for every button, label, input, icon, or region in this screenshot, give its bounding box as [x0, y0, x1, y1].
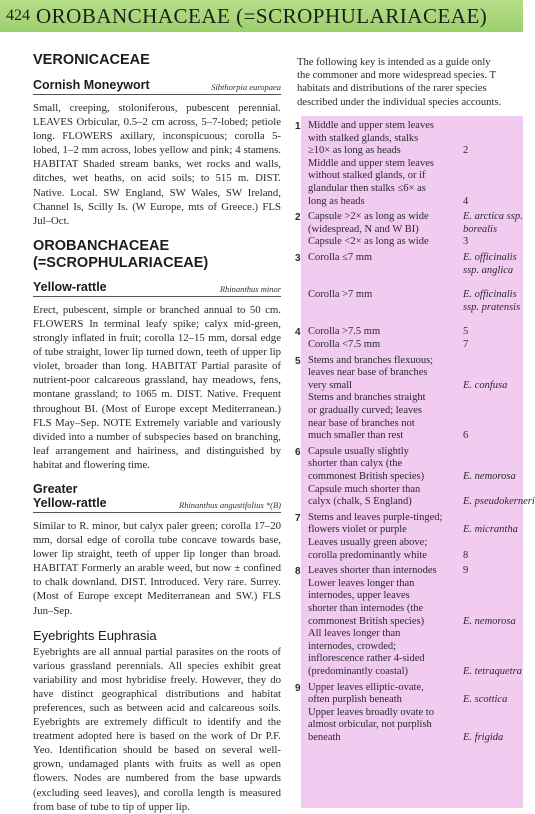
key-couplet-row: [295, 355, 523, 393]
key-couplet-row: [295, 158, 523, 208]
couplet-text-line: (widespread, N and W BI): [308, 223, 419, 235]
couplet-result: 8: [463, 549, 469, 561]
couplet-text-line: glandular then stalks ≤6× as: [308, 182, 426, 194]
couplet-text-line: near base of branches not: [308, 417, 415, 429]
couplet-result: E. nemorosa: [463, 470, 516, 482]
couplet-text-line: with stalked glands, stalks: [308, 132, 419, 144]
couplet-result: 3: [463, 236, 469, 248]
couplet-text-line: Capsule much shorter than: [308, 483, 421, 495]
couplet-text-line: long as heads: [308, 195, 365, 207]
couplet-result: E. officinalis: [463, 252, 517, 263]
species-name: Cornish Moneywort: [33, 78, 150, 92]
couplet-text-line: calyx (chalk, S England): [308, 496, 412, 508]
couplet-text-line: inflorescence rather 4-sided: [308, 653, 425, 665]
species-description: Similar to R. minor, but calyx paler green; corolla 17–20 mm, dorsal edge of corolla tube concave towards base, lower lip straight, teeth of upper lip longer than broad. HABITAT Formerly an arable weed, but now ± confined to chalk downland. DIST. Introduced. Very rare. Surrey. (Most of Europe except Mediterranean and SW.) FLS Jun–Sep.: [33, 519, 281, 617]
couplet-result: E. micrantha: [463, 524, 518, 536]
couplet-text-line: Corolla ≤7 mm: [308, 252, 373, 263]
couplet-result: ssp. pratensis: [463, 301, 521, 313]
couplet-text-line: ≥10× as long as heads: [308, 145, 401, 157]
couplet-text-line: Stems and leaves purple-tinged;: [308, 511, 443, 523]
key-couplet-row: [295, 326, 523, 351]
couplet-result: ssp. anglica: [463, 264, 514, 276]
couplet-text-line: Corolla <7.5 mm: [308, 338, 381, 350]
couplet-result: 7: [463, 338, 469, 350]
eyebrights-description: Eyebrights are all annual partial parasites on the roots of various grassland perennials. All species exhibit great variability and most hybridise freely. However, they do have distinct geographical distributions and habitat preferences, such as between acid and calcareous soils. Eyebrights are extremely difficult to identify and the treatment adopted here is based on the work of Dr P.F. Yeo. Identification should be based on several well-grown, undamaged plants with fruits as well as open flowers. Nodes are numbered from the base upwards (excluding seed leaves), and corolla length is measured from base of tube to tip of upper lip.: [33, 645, 281, 813]
couplet-text-line: Leaves shorter than internodes: [308, 565, 437, 577]
couplet-text-line: Middle and upper stem leaves: [308, 120, 434, 131]
couplet-text-line: internodes, upper leaves: [308, 590, 410, 602]
key-couplet-row: [295, 682, 523, 707]
couplet-result: 6: [463, 430, 469, 442]
couplet-text-line: Upper leaves elliptic-ovate,: [308, 681, 424, 693]
couplet-text-line: flowers violet or purple: [308, 524, 407, 536]
couplet-number: 1: [295, 121, 301, 132]
couplet-result: E. pseudokerneri: [463, 496, 535, 508]
species-name: Yellow-rattle: [33, 279, 107, 294]
couplet-text-line: Stems and branches flexuous;: [308, 354, 434, 366]
couplet-text-line: Stems and branches straight: [308, 392, 426, 404]
couplet-text-line: All leaves longer than: [308, 628, 401, 640]
couplet-text-line: beneath: [308, 731, 341, 743]
species-header-greater-yellow-rattle: [33, 482, 281, 513]
couplet-text-line: (predominantly coastal): [308, 665, 409, 677]
family-heading-scrophulariaceae: (=SCROPHULARIACEAE): [33, 254, 209, 271]
key-couplet-row: [295, 512, 523, 537]
couplet-number: 5: [295, 355, 301, 367]
couplet-text-line: very small: [308, 379, 353, 391]
couplet-result: 9: [463, 565, 469, 577]
couplet-number: 2: [295, 212, 301, 224]
couplet-text-line: Capsule <2× as long as wide: [308, 236, 429, 248]
species-description: Small, creeping, stoloniferous, pubescent perennial. LEAVES Orbicular, 0.5–2 cm across, 5–7-lobed; petiole long. FLOWERS axillary, inconspicuous; corolla 5-lobed, 1–2 mm across, lobes yellow and pink; 4 stamens. HABITAT Shaded stream banks, wet rocks and walls, ditches, wet heaths, on acid soils; to 515 m. DIST. Native. Local. SW England, SW Wales, SW Ireland, Channel Is, Scilly Is. (W Europe, mts of Greece.) FLS Jul–Oct.: [33, 102, 281, 227]
couplet-number: 8: [295, 566, 301, 578]
identification-key: [295, 120, 535, 808]
couplet-result: 5: [463, 326, 469, 338]
couplet-text-line: commonest British species): [308, 470, 425, 482]
couplet-text-line: internodes, crowded;: [308, 640, 397, 652]
eyebrights-heading: Eyebrights Euphrasia: [33, 627, 157, 643]
couplet-text-line: almost orbicular, not purplish: [308, 719, 432, 731]
couplet-text-line: often purplish beneath: [308, 694, 402, 706]
couplet-text-line: shorter than calyx (the: [308, 458, 403, 470]
key-intro: [297, 56, 523, 109]
key-couplet-row: [295, 236, 523, 249]
couplet-number: 7: [295, 512, 301, 524]
couplet-number: 4: [295, 327, 301, 339]
couplet-text-line: without stalked glands, or if: [308, 170, 426, 182]
key-couplet-row: [295, 628, 523, 678]
couplet-number: 9: [295, 682, 301, 694]
page-header: [0, 0, 523, 32]
key-couplet-row: [295, 537, 523, 562]
couplet-number: 6: [295, 446, 301, 458]
family-heading-veronicaceae: VERONICACEAE: [33, 52, 150, 68]
scientific-name: Sibthorpia europaea: [211, 82, 281, 92]
couplet-result: E. nemorosa: [463, 615, 516, 627]
species-header-yellow-rattle: [33, 280, 281, 297]
couplet-number: 3: [295, 253, 301, 264]
key-couplet-row: [295, 565, 523, 628]
intro-line: habitats and distributions of the rarer species: [297, 83, 487, 95]
key-couplet-row: [295, 446, 523, 484]
couplet-text-line: Leaves usually green above;: [308, 537, 428, 548]
page-title: OROBANCHACEAE (=SCROPHULARIACEAE): [36, 3, 488, 28]
couplet-text-line: Capsule >2× as long as wide: [308, 211, 429, 223]
key-couplet-row: [295, 211, 523, 236]
key-couplet-row: [295, 252, 523, 277]
couplet-result: E. tetraquetra: [463, 665, 522, 677]
couplet-text-line: Corolla >7.5 mm: [308, 326, 381, 338]
couplet-text-line: Upper leaves broadly ovate to: [308, 706, 434, 718]
species-header-cornish-moneywort: [33, 78, 281, 95]
couplet-text-line: Capsule usually slightly: [308, 445, 409, 457]
couplet-text-line: Corolla >7 mm: [308, 289, 373, 301]
couplet-result: 2: [463, 145, 469, 157]
couplet-text-line: leaves near base of branches: [308, 367, 428, 379]
couplet-text-line: or gradually curved; leaves: [308, 404, 422, 416]
couplet-text-line: commonest British species): [308, 615, 425, 627]
key-couplet-row: [295, 289, 523, 314]
species-description: Erect, pubescent, simple or branched annual to 50 cm. FLOWERS In terminal leafy spike; calyx mid-green, strongly inflated in fruit; corolla 12–15 mm, dorsal edge of tube straight, lower lip turned down, teeth of upper lip violet, broader than long. HABITAT Partial parasite of nutrient-poor calcareous grassland, hay meadows, fens, montane grassland; to 1065 m. DIST. Native. Frequent throughout BI. (Most of Europe except Mediterranean.) FLS May–Sep. NOTE Extremely variable and variously divided into a number of subspecies based on branching, leaf arrangement and hairiness, and distinguished by habitat and flowering time.: [33, 303, 281, 471]
species-name-line1: Greater: [33, 481, 78, 496]
scientific-name: Rhinanthus minor: [219, 283, 281, 294]
left-column: [33, 52, 281, 814]
scientific-name: Rhinanthus angustifolius *(B): [179, 499, 281, 510]
page-number: 424: [6, 7, 30, 24]
intro-line: described under the individual species accounts.: [297, 96, 502, 108]
couplet-result: borealis: [463, 223, 498, 235]
key-couplet-row: [295, 392, 523, 442]
key-couplet-row: [295, 483, 535, 509]
key-couplet-row: [295, 120, 523, 158]
family-heading-orobanchaceae: OROBANCHACEAE: [33, 237, 170, 254]
species-name-line2: Yellow-rattle: [33, 495, 107, 510]
intro-line: The following key is intended as a guide only: [297, 57, 491, 68]
couplet-result: E. confusa: [463, 379, 508, 391]
couplet-text-line: corolla predominantly white: [308, 549, 427, 561]
couplet-result: E. officinalis: [463, 289, 517, 301]
couplet-text-line: Middle and upper stem leaves: [308, 157, 434, 169]
key-couplet-row: [295, 707, 523, 745]
couplet-result: 4: [463, 195, 469, 207]
couplet-text-line: shorter than internodes (the: [308, 602, 424, 614]
couplet-result: E. frigida: [463, 731, 504, 743]
couplet-result: E. scottica: [463, 694, 508, 706]
couplet-result: E. arctica ssp.: [463, 211, 523, 223]
couplet-text-line: much smaller than rest: [308, 430, 404, 442]
intro-line: the commoner and more widespread species. T: [297, 70, 496, 82]
couplet-text-line: Lower leaves longer than: [308, 577, 415, 589]
